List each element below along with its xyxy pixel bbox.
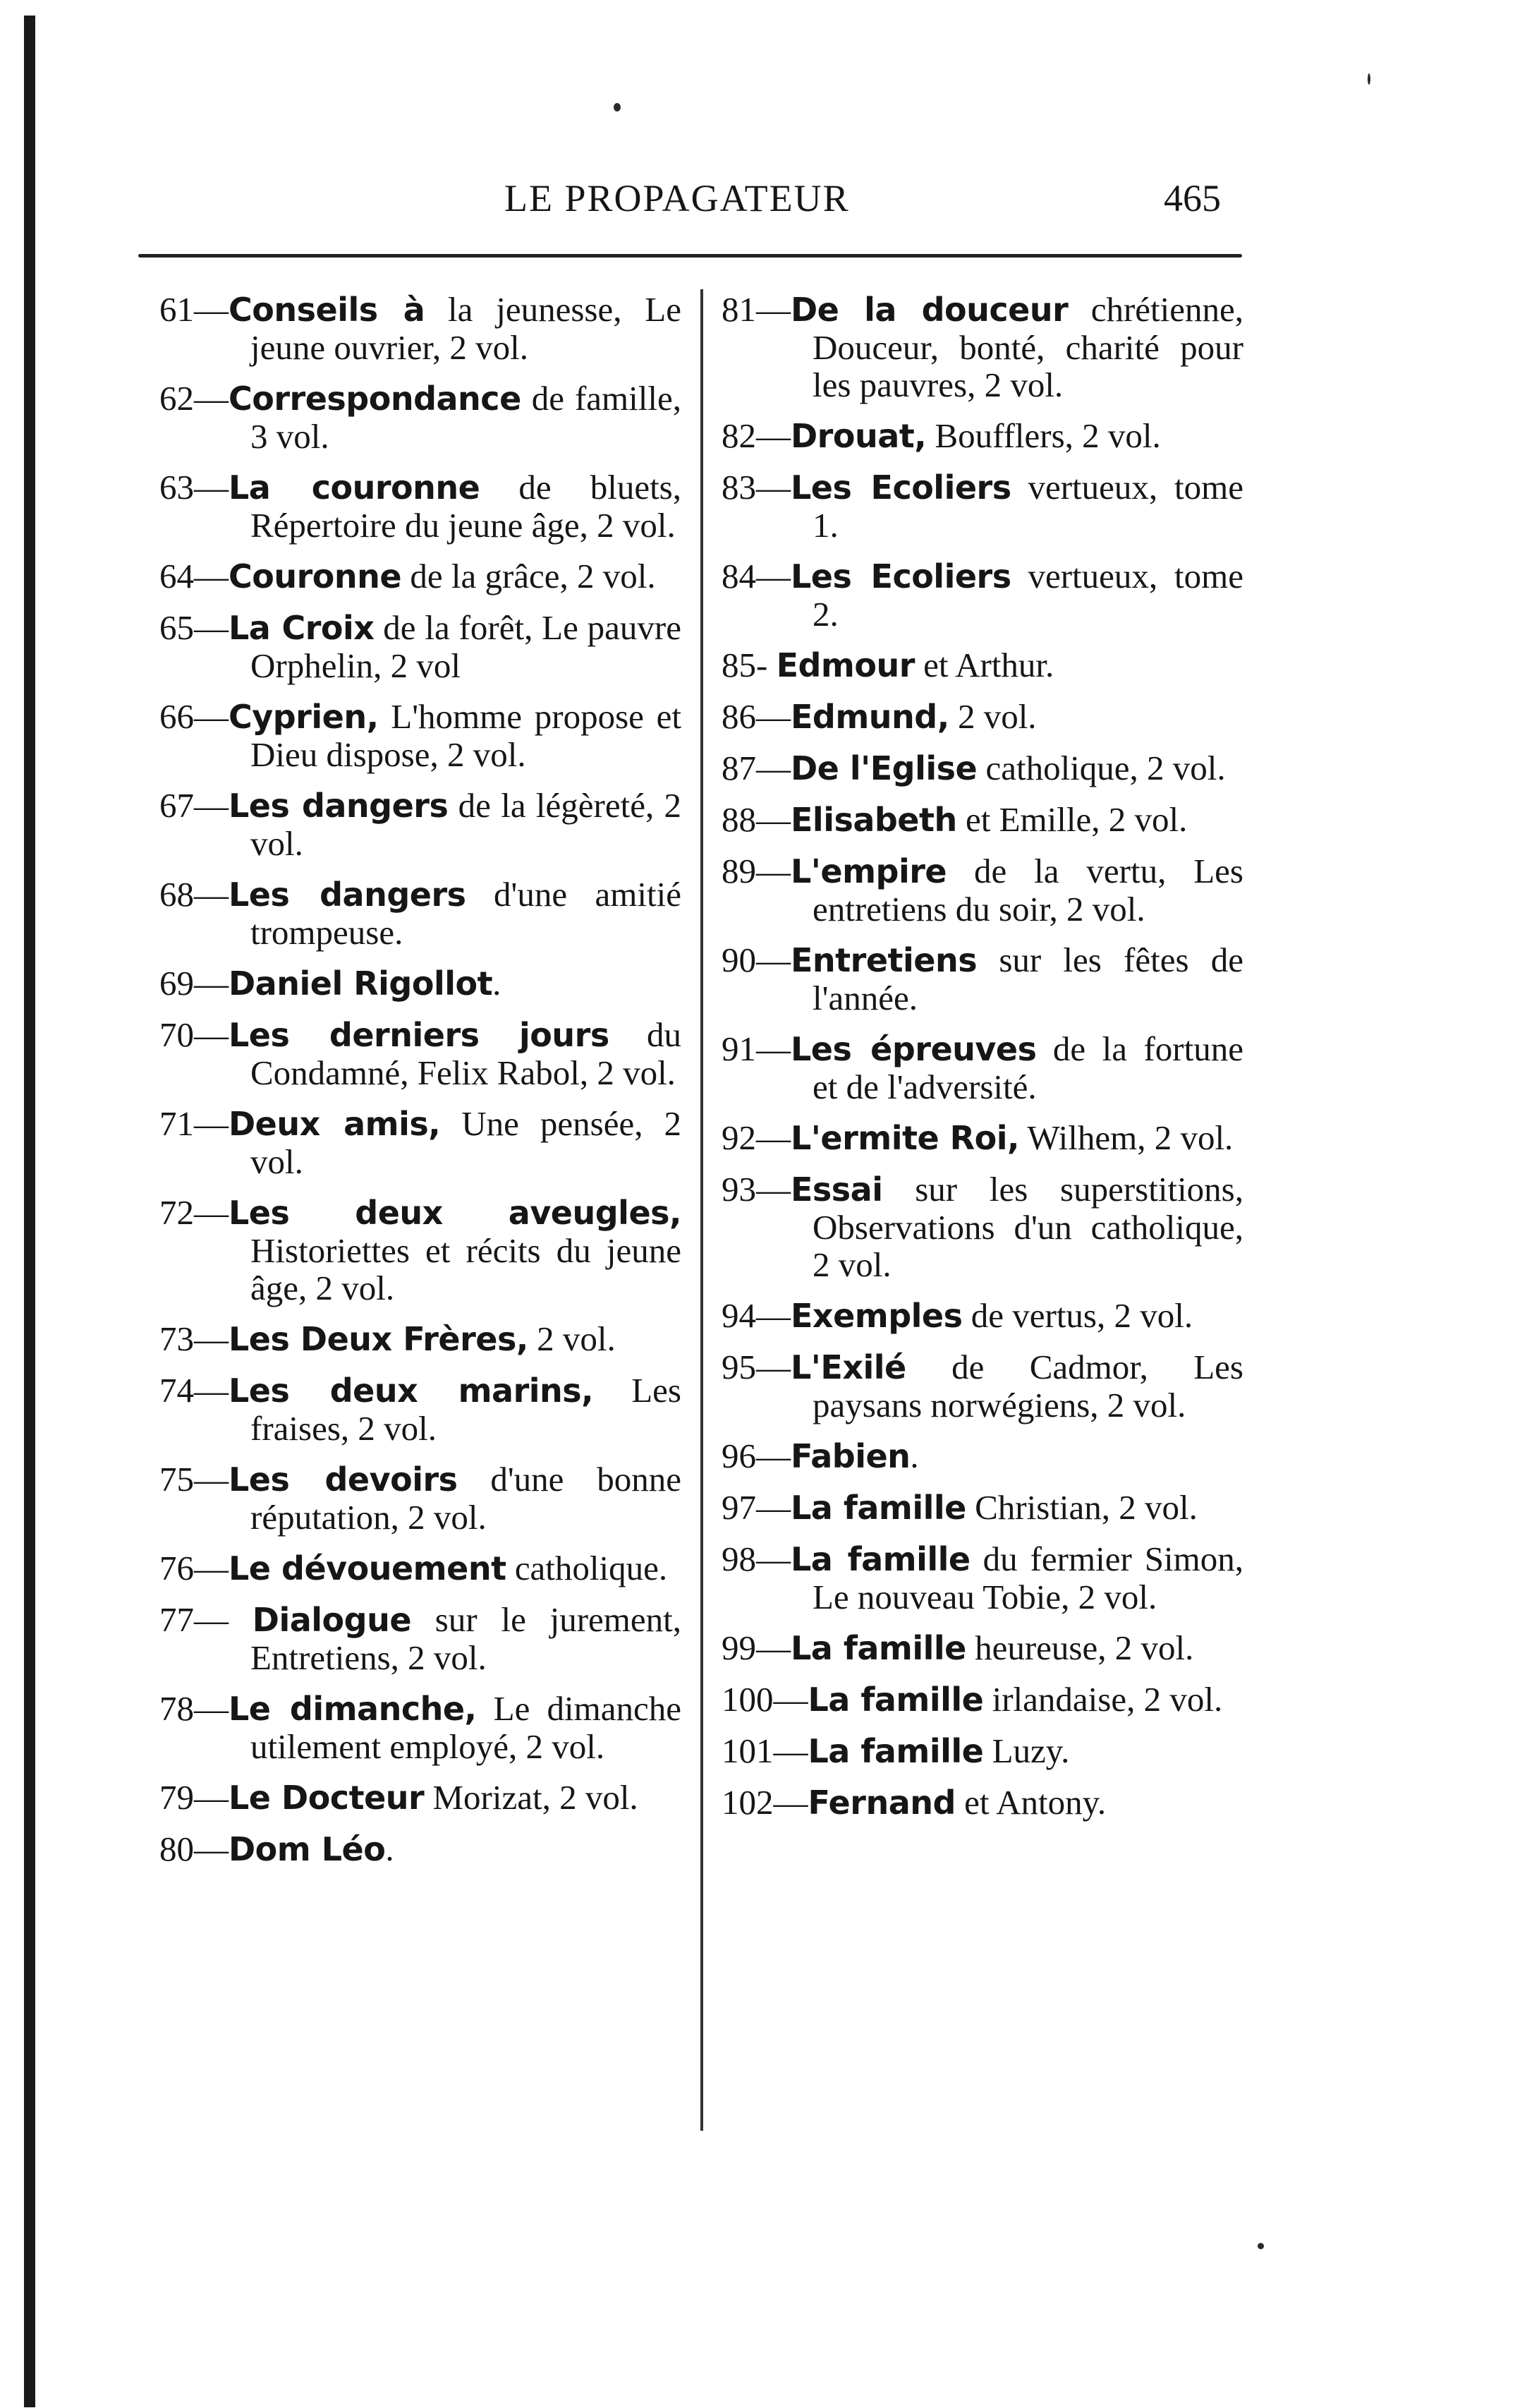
entry-dash: — [194,964,229,1003]
catalog-entry [159,1601,681,1676]
entry-dash: — [756,749,791,787]
entry-number: 80 [159,1829,194,1868]
entry-description: de Cadmor, Les paysans norwégiens, 2 vol. [813,1348,1243,1424]
entry-number: 63 [159,468,194,507]
entry-dash: — [756,852,791,890]
entry-dash: — [756,800,791,839]
entry-number: 101 [722,1731,774,1770]
entry-dash: — [756,1029,791,1068]
entry-description: Historiettes et récits du jeune âge, 2 vol. [250,1231,681,1307]
left-column [159,291,681,1882]
catalog-entry [722,801,1243,839]
entry-dash: — [194,1371,229,1410]
entry-description: . [910,1436,919,1475]
catalog-entry [722,1540,1243,1616]
entry-number: 78 [159,1689,194,1728]
entry-dash: — [194,786,229,825]
catalog-entry [159,787,681,862]
right-column [722,291,1243,1835]
entry-number: 86 [722,697,756,736]
entry-number: 85 [722,646,756,684]
entry-dash: — [194,557,229,595]
entry-number: 72 [159,1193,194,1232]
catalog-entry [722,749,1243,787]
entry-title: Les Deux Frères, [229,1320,528,1358]
entry-number: 100 [722,1680,774,1719]
print-speck [1368,73,1370,85]
entry-number: 67 [159,786,194,825]
entry-number: 84 [722,557,756,595]
catalog-entry [722,1629,1243,1667]
catalog-entry [159,380,681,455]
entry-description: L'homme propose et Dieu dispose, 2 vol. [250,697,681,774]
entry-dash: — [756,468,791,507]
entry-number: 81 [722,290,756,329]
entry-title: La famille [808,1681,984,1719]
entry-description: d'une bonne réputation, 2 vol. [250,1460,682,1537]
entry-number: 91 [722,1029,756,1068]
entry-title: Edmund, [791,698,949,736]
entry-dash: — [756,1118,791,1157]
catalog-entry [159,1320,681,1358]
entry-description: et Arthur. [914,646,1054,684]
entry-number: 88 [722,800,756,839]
entry-title: L'empire [791,852,947,890]
catalog-entry [159,557,681,595]
entry-description: chrétienne, Douceur, bonté, charité pour les pauvres, 2 vol. [813,290,1243,404]
catalog-entry [722,1348,1243,1424]
entry-number: 61 [159,290,194,329]
catalog-entry [159,1016,681,1091]
entry-description: et Antony. [955,1783,1107,1822]
entry-number: 102 [722,1783,774,1822]
catalog-entry [722,852,1243,928]
entry-title: Les Ecoliers [791,557,1011,595]
entry-dash: — [194,608,229,647]
entry-description: Le dimanche utilement employé, 2 vol. [250,1689,681,1766]
catalog-entry [159,1549,681,1587]
entry-description: de vertus, 2 vol. [962,1296,1193,1335]
entry-number: 76 [159,1549,194,1587]
catalog-entry [722,417,1243,455]
entry-title: Les devoirs [229,1460,458,1499]
entry-dash: — [756,1539,791,1578]
catalog-entry [722,1437,1243,1475]
entry-title: Fabien [791,1437,911,1475]
catalog-entry [722,1030,1243,1106]
catalog-entry [159,609,681,684]
entry-title: Essai [791,1170,883,1209]
entry-number: 70 [159,1015,194,1054]
entry-dash: — [194,1104,229,1143]
entry-description: Morizat, 2 vol. [424,1778,638,1817]
entry-title: Edmour [776,646,915,684]
entry-title: Elisabeth [791,801,957,839]
running-title: LE PROPAGATEUR [504,177,850,219]
entry-description: sur le jurement, Entretiens, 2 vol. [250,1600,682,1677]
entry-dash: — [194,1193,229,1232]
catalog-entry [722,291,1243,404]
catalog-entry [159,1779,681,1817]
catalog-entry [722,1681,1243,1719]
entry-number: 82 [722,416,756,455]
entry-title: Deux amis, [229,1105,441,1143]
entry-dash: - [756,646,777,684]
entry-dash: — [756,1348,791,1386]
entry-title: Correspondance [229,380,521,418]
entry-dash: — [773,1783,808,1822]
print-speck [614,103,621,111]
entry-number: 95 [722,1348,756,1386]
entry-dash: — [756,290,791,329]
catalog-entry [722,1119,1243,1157]
entry-title: Cyprien, [229,698,379,736]
column-divider [700,289,703,2131]
entry-description: 2 vol. [528,1319,616,1358]
header-rule [138,254,1242,258]
entry-title: Dom Léo [229,1830,386,1868]
entry-dash: — [194,1829,229,1868]
catalog-entry [159,1830,681,1868]
entry-title: Dialogue [252,1601,412,1639]
entry-title: La couronne [229,468,480,507]
print-speck [1258,2243,1264,2249]
entry-description: vertueux, tome 2. [813,557,1244,634]
entry-title: La famille [791,1540,971,1578]
page-number: 465 [1164,177,1221,219]
entry-dash: — [756,1436,791,1475]
entry-number: 73 [159,1319,194,1358]
entry-number: 64 [159,557,194,595]
entry-title: La famille [808,1732,984,1770]
entry-title: La famille [791,1489,966,1527]
entry-number: 83 [722,468,756,507]
entry-number: 66 [159,697,194,736]
entry-description: sur les superstitions, Observations d'un catholique, 2 vol. [813,1170,1243,1284]
entry-number: 96 [722,1436,756,1475]
entry-title: Les dangers [229,876,466,914]
running-header [0,176,1539,226]
entry-description: sur les fêtes de l'année. [813,940,1243,1017]
entry-title: De la douceur [791,291,1069,329]
entry-dash: — [756,1296,791,1335]
entry-number: 69 [159,964,194,1003]
entry-number: 94 [722,1296,756,1335]
catalog-entry [159,698,681,773]
entry-number: 93 [722,1170,756,1209]
entry-description: . [492,964,501,1003]
entry-title: Drouat, [791,417,927,455]
entry-dash: — [773,1680,808,1719]
entry-description: Christian, 2 vol. [966,1488,1198,1527]
entry-description: la jeunesse, Le jeune ouvrier, 2 vol. [250,290,681,367]
entry-title: Exemples [791,1297,963,1335]
entry-number: 97 [722,1488,756,1527]
catalog-entry [722,646,1243,684]
entry-title: La Croix [229,609,375,647]
entry-description: catholique. [506,1549,668,1587]
entry-number: 65 [159,608,194,647]
entry-description: de bluets, Répertoire du jeune âge, 2 vol. [250,468,681,545]
catalog-entry [159,1194,681,1307]
entry-dash: — [194,1689,229,1728]
catalog-entry [159,468,681,544]
catalog-entry [722,1489,1243,1527]
entry-description: de la fortune et de l'adversité. [813,1029,1243,1106]
entry-dash: — [756,940,791,979]
entry-dash: — [756,697,791,736]
entry-title: L'ermite Roi, [791,1119,1019,1157]
entry-title: Le Docteur [229,1779,425,1817]
catalog-entry [722,698,1243,736]
entry-title: Conseils à [229,291,425,329]
entry-dash: — [194,1015,229,1054]
entry-number: 75 [159,1460,194,1499]
entry-dash: — [756,1170,791,1209]
entry-title: L'Exilé [791,1348,906,1386]
catalog-entry [159,1690,681,1765]
catalog-entry [159,964,681,1003]
catalog-entry [722,468,1243,544]
entry-number: 79 [159,1778,194,1817]
entry-description: Wilhem, 2 vol. [1018,1118,1234,1157]
entry-dash: — [194,1549,229,1587]
catalog-entry [722,1170,1243,1283]
entry-description: Boufflers, 2 vol. [926,416,1161,455]
entry-description: du Condamné, Felix Rabol, 2 vol. [250,1015,681,1092]
entry-number: 98 [722,1539,756,1578]
entry-number: 99 [722,1628,756,1667]
entry-dash: — [194,875,229,914]
entry-number: 71 [159,1104,194,1143]
catalog-entry [159,876,681,951]
entry-dash: — [194,1600,253,1639]
entry-description: de la vertu, Les entretiens du soir, 2 vol. [813,852,1243,928]
entry-description: . [385,1829,394,1868]
entry-number: 89 [722,852,756,890]
entry-description: Une pensée, 2 vol. [250,1104,681,1181]
entry-dash: — [194,1460,229,1499]
entry-title: Couronne [229,557,402,595]
entry-title: Daniel Rigollot [229,964,493,1003]
entry-title: La famille [791,1629,966,1667]
entry-description: de famille, 3 vol. [250,379,681,456]
catalog-entry [159,291,681,366]
catalog-entry [159,1372,681,1447]
catalog-entry [159,1105,681,1180]
entry-description: 2 vol. [949,697,1037,736]
entry-title: Le dimanche, [229,1690,477,1728]
entry-dash: — [756,1628,791,1667]
entry-description: de la légèreté, 2 vol. [250,786,681,863]
entry-dash: — [194,290,229,329]
entry-number: 92 [722,1118,756,1157]
entry-description: Luzy. [983,1731,1070,1770]
entry-title: Les Ecoliers [791,468,1011,507]
entry-dash: — [756,1488,791,1527]
entry-description: de la forêt, Le pauvre Orphelin, 2 vol [250,608,681,685]
entry-description: de la grâce, 2 vol. [401,557,656,595]
entry-title: Fernand [808,1784,956,1822]
entry-number: 62 [159,379,194,418]
entry-dash: — [194,379,229,418]
catalog-entry [722,557,1243,633]
entry-description: et Emille, 2 vol. [956,800,1188,839]
entry-title: De l'Eglise [791,749,978,787]
entry-dash: — [756,416,791,455]
entry-number: 90 [722,940,756,979]
catalog-entry [722,1784,1243,1822]
entry-number: 87 [722,749,756,787]
catalog-entry [159,1460,681,1536]
entry-number: 74 [159,1371,194,1410]
entry-dash: — [194,697,229,736]
entry-title: Les épreuves [791,1030,1037,1068]
entry-description: d'une amitié trompeuse. [250,875,681,952]
entry-title: Les deux marins, [229,1372,594,1410]
entry-title: Entretiens [791,941,978,979]
entry-description: catholique, 2 vol. [977,749,1226,787]
catalog-entry [722,941,1243,1017]
entry-dash: — [194,468,229,507]
catalog-entry [722,1732,1243,1770]
entry-title: Les derniers jours [229,1016,609,1054]
entry-description: heureuse, 2 vol. [966,1628,1194,1667]
entry-title: Le dévouement [229,1549,506,1587]
entry-description: Les fraises, 2 vol. [250,1371,682,1448]
entry-title: Les dangers [229,787,449,825]
entry-number: 68 [159,875,194,914]
entry-description: vertueux, tome 1. [813,468,1244,545]
entry-dash: — [756,557,791,595]
entry-number: 77 [159,1600,194,1639]
entry-dash: — [773,1731,808,1770]
page-binding-edge [24,16,35,2407]
entry-dash: — [194,1319,229,1358]
entry-dash: — [194,1778,229,1817]
catalog-entry [722,1297,1243,1335]
entry-title: Les deux aveugles, [229,1194,681,1232]
entry-description: irlandaise, 2 vol. [983,1680,1223,1719]
entry-description: du fermier Simon, Le nouveau Tobie, 2 vol. [813,1539,1244,1616]
